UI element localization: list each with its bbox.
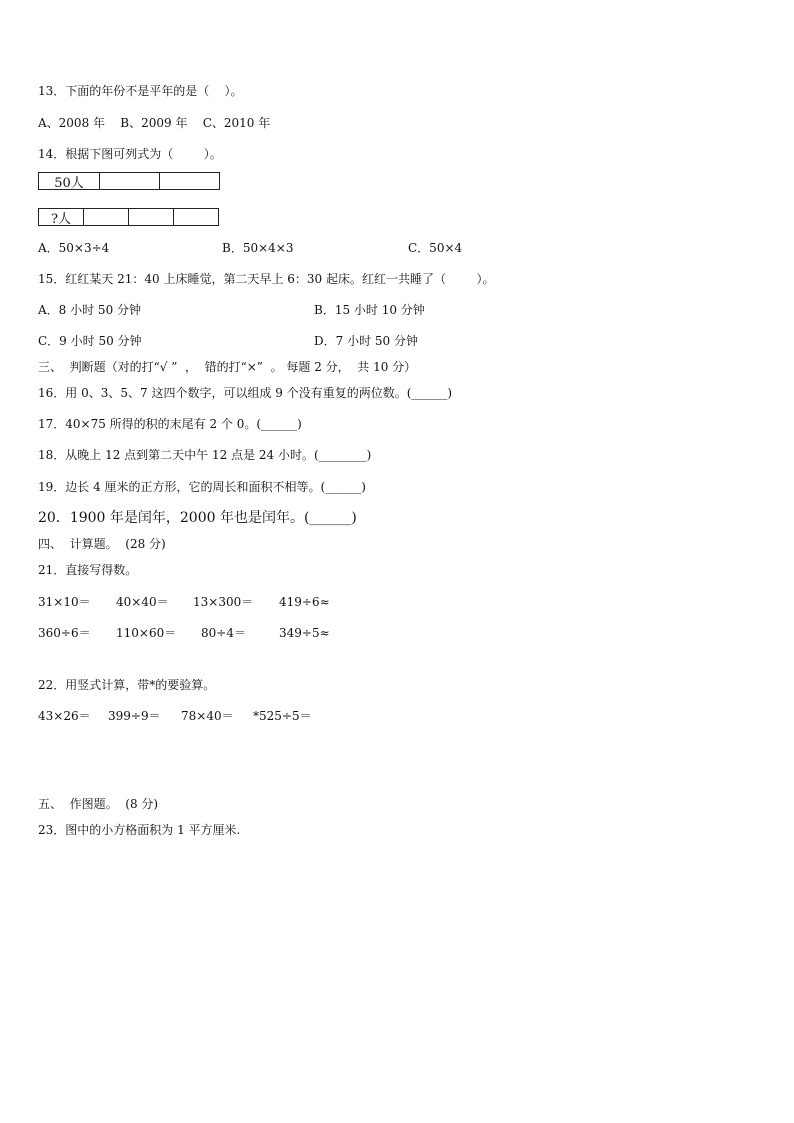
- q16: 16．用 0、3、5、7 这四个数字，可以组成 9 个没有重复的两位数。(______): [38, 386, 453, 400]
- q22-item: *525÷5＝: [253, 709, 312, 723]
- section5-heading: 五、 作图题。 (8 分): [38, 797, 159, 811]
- section4-heading: 四、 计算题。 (28 分): [38, 537, 166, 551]
- row1-segment: [99, 172, 160, 190]
- row2-label-cell: ?人: [38, 208, 84, 226]
- q15-option-a: A．8 小时 50 分钟: [38, 303, 142, 317]
- q21-item: 31×10＝: [38, 595, 91, 609]
- q22-item: 78×40＝: [181, 709, 234, 723]
- q18: 18．从晚上 12 点到第二天中午 12 点是 24 小时。(________): [38, 448, 372, 462]
- row2-segment: [173, 208, 219, 226]
- q22-item: 399÷9＝: [108, 709, 161, 723]
- q17: 17．40×75 所得的积的末尾有 2 个 0。(______): [38, 417, 302, 431]
- q21-item: 419÷6≈: [279, 595, 330, 609]
- q14-option-a: A．50×3÷4: [38, 241, 110, 255]
- q15-option-c: C．9 小时 50 分钟: [38, 334, 142, 348]
- q14-option-b: B．50×4×3: [222, 241, 294, 255]
- q13-options: A、2008 年 B、2009 年 C、2010 年: [38, 116, 271, 130]
- q21-item: 13×300＝: [193, 595, 254, 609]
- q21-item: 80÷4＝: [201, 626, 246, 640]
- q21-item: 110×60＝: [116, 626, 177, 640]
- q21-item: 349÷5≈: [279, 626, 330, 640]
- q23: 23．图中的小方格面积为 1 平方厘米.: [38, 823, 241, 837]
- q15-stem: 15．红红某天 21：40 上床睡觉，第二天早上 6：30 起床。红红一共睡了（ ）。: [38, 272, 495, 286]
- q22-stem: 22．用竖式计算，带*的要验算。: [38, 678, 216, 692]
- q21-item: 360÷6＝: [38, 626, 91, 640]
- row1-label-cell: 50人: [38, 172, 100, 190]
- row1-segment: [159, 172, 220, 190]
- q15-option-d: D．7 小时 50 分钟: [314, 334, 418, 348]
- q15-option-b: B．15 小时 10 分钟: [314, 303, 425, 317]
- q21-stem: 21．直接写得数。: [38, 563, 138, 577]
- q19: 19．边长 4 厘米的正方形，它的周长和面积不相等。(______): [38, 480, 366, 494]
- row2-segment: [128, 208, 174, 226]
- q14-stem: 14．根据下图可列式为（ ）。: [38, 147, 222, 161]
- q14-option-c: C．50×4: [408, 241, 463, 255]
- q14-diagram-row2: [38, 208, 219, 226]
- q21-item: 40×40＝: [116, 595, 169, 609]
- q13-stem: 13．下面的年份不是平年的是（ ）。: [38, 84, 243, 98]
- section3-heading: 三、 判断题（对的打“√ ” ， 错的打“×” 。 每题 2 分， 共 10 分）: [38, 360, 417, 374]
- q22-item: 43×26＝: [38, 709, 91, 723]
- q14-diagram-row1: [38, 172, 220, 190]
- q20: 20．1900 年是闰年，2000 年也是闰年。(______): [38, 510, 357, 526]
- row2-segment: [83, 208, 129, 226]
